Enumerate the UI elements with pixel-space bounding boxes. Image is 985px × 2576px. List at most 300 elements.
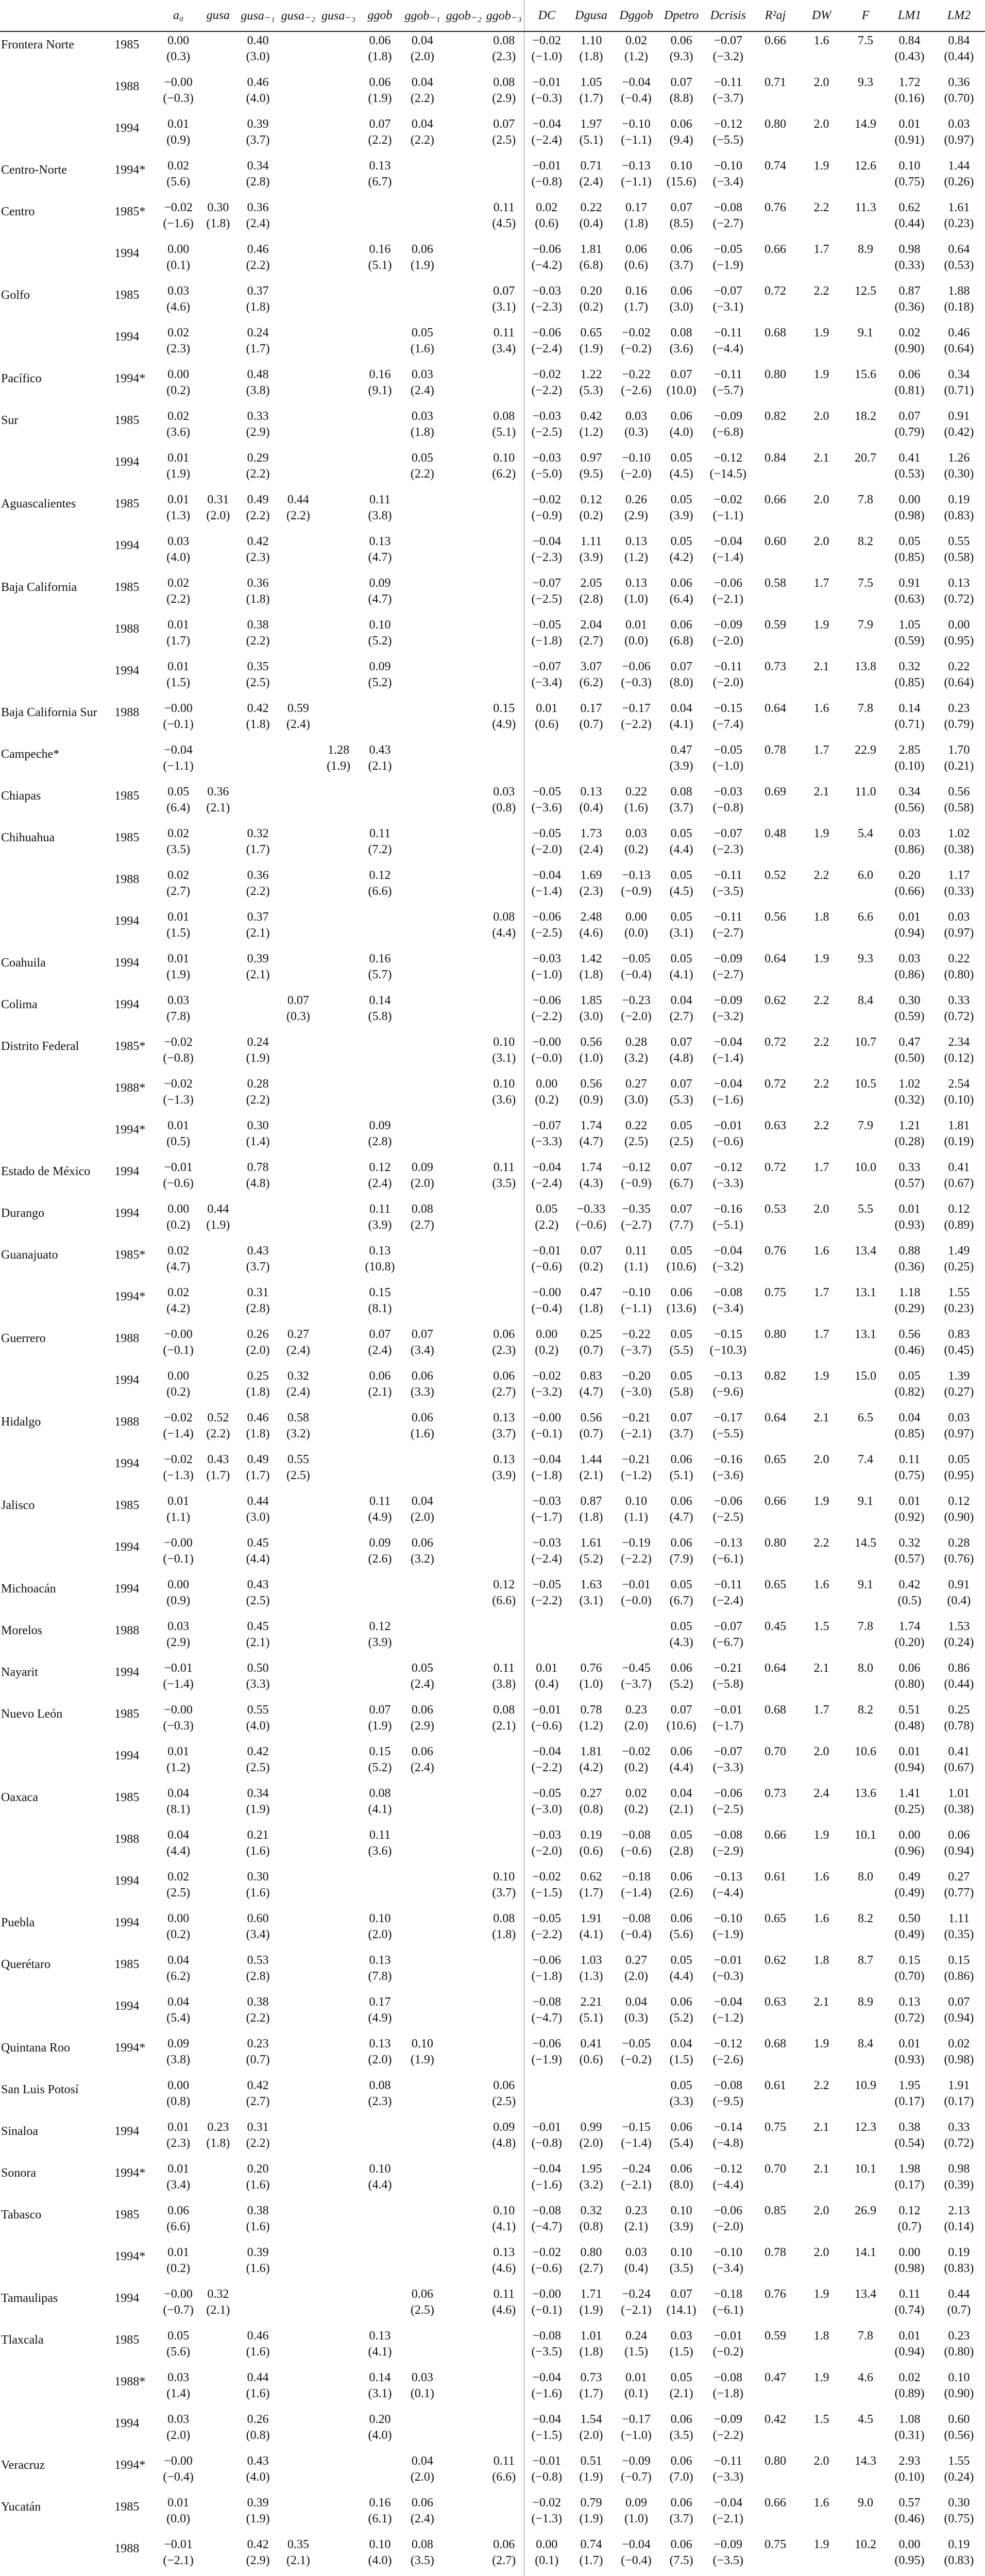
coefficient-value: 0.00: [536, 1328, 558, 1341]
coefficient-stat: (2.3): [579, 885, 603, 898]
coefficient-cell: [318, 31, 359, 74]
coefficient-cell: [484, 2244, 524, 2285]
coefficient-cell: [444, 950, 484, 992]
coefficient-stat: (2.7): [492, 2554, 516, 2567]
coefficient-cell: [845, 324, 886, 366]
coefficient-stat: (1.5): [624, 2345, 649, 2359]
coefficient-stat: (1.2): [624, 551, 649, 564]
state-name: Nuevo León: [1, 1707, 63, 1721]
coefficient-stat: (4.0): [166, 551, 191, 564]
coefficient-cell: [659, 1701, 704, 1743]
coefficient-value: 0.30: [247, 1119, 269, 1132]
coefficient-value: 0.05: [167, 785, 190, 799]
coefficient-cell: [401, 1159, 444, 1200]
coefficient-stat: (4.7): [579, 1135, 603, 1148]
coefficient-cell: [933, 1117, 985, 1159]
coefficient-value: 0.84: [898, 34, 921, 47]
coefficient-value: 0.06: [670, 284, 692, 298]
coefficient-stat: (3.6): [669, 342, 693, 355]
coefficient-cell: [798, 2244, 845, 2285]
coefficient-value: 0.07: [670, 660, 692, 673]
state-name: Veracruz: [1, 2459, 45, 2472]
coefficient-cell: [614, 31, 659, 74]
coefficient-value: 18.2: [855, 410, 877, 423]
coefficient-value: −0.08: [714, 1828, 743, 1842]
coefficient-cell: [158, 2327, 198, 2369]
coefficient-value: 0.07: [670, 1161, 692, 1174]
coefficient-cell: [278, 74, 318, 115]
coefficient-value: 0.72: [764, 1161, 786, 1174]
coefficient-stat: (−1.4): [163, 1677, 194, 1691]
coefficient-stat: (3.3): [410, 1385, 434, 1399]
coefficient-cell: [359, 616, 401, 658]
coefficient-cell: [198, 2035, 237, 2077]
coefficient-stat: (0.72): [944, 592, 974, 606]
coefficient-cell: [278, 950, 318, 992]
coefficient-cell: [845, 1618, 886, 1659]
table-row: [0, 1242, 985, 1284]
coefficient-stat: (0.4): [579, 801, 603, 815]
coefficient-value: 0.32: [247, 827, 269, 840]
coefficient-value: 0.01: [898, 910, 921, 924]
coefficient-stat: (0.89): [894, 2387, 925, 2400]
coefficient-value: −0.33: [576, 1202, 606, 1216]
coefficient-cell: [318, 908, 359, 950]
coefficient-stat: (0.2): [166, 1218, 191, 1232]
coefficient-cell: [359, 1576, 401, 1618]
coefficient-value: 14.1: [855, 2246, 877, 2259]
coefficient-value: −0.08: [714, 201, 743, 214]
coefficient-stat: (−2.3): [712, 843, 744, 856]
coefficient-cell: [659, 1493, 704, 1534]
coefficient-cell: [524, 2452, 569, 2494]
coefficient-value: −0.12: [622, 1161, 651, 1174]
coefficient-cell: [845, 1576, 886, 1618]
coefficient-stat: (0.58): [944, 801, 974, 815]
coefficient-cell: [444, 1701, 484, 1743]
coefficient-stat: (4.1): [669, 718, 693, 731]
coefficient-value: 0.14: [369, 994, 391, 1007]
coefficient-cell: [886, 1534, 933, 1576]
coefficient-stat: (4.2): [166, 1302, 191, 1315]
coefficient-value: 2.0: [813, 2204, 829, 2217]
coefficient-cell: [237, 616, 278, 658]
coefficient-value: 2.2: [813, 994, 829, 1007]
coefficient-cell: [401, 1534, 444, 1576]
table-row: [0, 1284, 985, 1326]
coefficient-stat: (0.90): [894, 342, 925, 355]
coefficient-cell: [614, 2244, 659, 2285]
coefficient-value: 0.04: [411, 2454, 433, 2468]
coefficient-value: 14.9: [855, 117, 877, 131]
coefficient-cell: [359, 574, 401, 616]
coefficient-cell: [524, 2244, 569, 2285]
coefficient-cell: [845, 1952, 886, 1993]
coefficient-value: 0.05: [670, 910, 692, 924]
coefficient-value: 8.2: [858, 1912, 874, 1925]
coefficient-cell: [933, 1618, 985, 1659]
coefficient-value: 0.69: [764, 785, 786, 799]
coefficient-value: 0.63: [764, 1119, 786, 1132]
column-header: LM1: [886, 0, 933, 31]
coefficient-cell: [798, 157, 845, 199]
coefficient-stat: (−1.1): [163, 759, 194, 773]
coefficient-cell: [659, 1868, 704, 1910]
coefficient-value: 0.84: [948, 34, 970, 47]
coefficient-value: 9.1: [858, 326, 874, 340]
coefficient-value: 1.10: [580, 34, 602, 47]
coefficient-value: 0.91: [948, 410, 970, 423]
coefficient-stat: (2.0): [368, 2053, 392, 2066]
coefficient-cell: [524, 700, 569, 741]
table-row: [0, 533, 985, 574]
sample-year: 1985: [114, 1791, 140, 1804]
coefficient-cell: [198, 1159, 237, 1200]
coefficient-cell: [444, 366, 484, 408]
coefficient-stat: (1.0): [624, 2512, 649, 2526]
coefficient-stat: (0.7): [579, 1427, 603, 1440]
coefficient-cell: [158, 658, 198, 700]
coefficient-value: 1.8: [813, 2329, 829, 2343]
coefficient-stat: (1.7): [579, 1886, 603, 1900]
coefficient-stat: (−5.8): [712, 1677, 744, 1691]
coefficient-value: 0.68: [764, 1703, 786, 1717]
coefficient-cell: [237, 31, 278, 74]
coefficient-cell: [569, 2411, 614, 2452]
coefficient-cell: [886, 199, 933, 241]
coefficient-cell: [484, 157, 524, 199]
coefficient-value: 0.44: [287, 493, 309, 506]
column-header: Dgusa: [569, 0, 614, 31]
coefficient-cell: [886, 282, 933, 324]
coefficient-stat: (9.5): [579, 467, 603, 481]
coefficient-stat: (2.4): [368, 1344, 392, 1357]
coefficient-cell: [659, 31, 704, 74]
coefficient-stat: (2.0): [624, 1719, 649, 1733]
coefficient-cell: [359, 1743, 401, 1785]
coefficient-cell: [886, 700, 933, 741]
coefficient-value: −0.13: [622, 159, 651, 173]
coefficient-cell: [798, 908, 845, 950]
coefficient-cell: [278, 2202, 318, 2244]
coefficient-stat: (0.83): [944, 509, 974, 522]
coefficient-value: −0.07: [714, 1620, 743, 1633]
coefficient-cell: [401, 2452, 444, 2494]
coefficient-cell: [614, 1659, 659, 1701]
coefficient-cell: [659, 157, 704, 199]
coefficient-value: 0.49: [898, 1870, 921, 1884]
coefficient-stat: (4.1): [579, 1928, 603, 1941]
table-row: [0, 1033, 985, 1075]
coefficient-cell: [704, 2035, 753, 2077]
sample-year: 1994: [114, 2292, 140, 2305]
coefficient-stat: (2.7): [579, 634, 603, 648]
coefficient-cell: [524, 1326, 569, 1367]
coefficient-cell: [359, 825, 401, 867]
coefficient-stat: (6.1): [368, 2512, 392, 2526]
coefficient-stat: (−2.0): [712, 2220, 744, 2233]
coefficient-cell: [845, 1409, 886, 1451]
coefficient-value: 8.4: [858, 994, 874, 1007]
coefficient-value: 0.05: [898, 1369, 921, 1383]
coefficient-value: 1.41: [898, 1787, 921, 1800]
coefficient-stat: (1.7): [624, 300, 649, 314]
coefficient-cell: [659, 574, 704, 616]
coefficient-cell: [401, 992, 444, 1033]
coefficient-stat: (0.24): [944, 1636, 974, 1649]
coefficient-value: 0.15: [493, 702, 515, 715]
coefficient-cell: [704, 867, 753, 908]
coefficient-cell: [524, 241, 569, 282]
sample-year: 1994: [114, 2125, 140, 2138]
state-name: [0, 74, 110, 115]
table-row: [0, 199, 985, 241]
coefficient-cell: [704, 1409, 753, 1451]
coefficient-value: −0.00: [532, 1036, 561, 1049]
coefficient-cell: [401, 2536, 444, 2576]
coefficient-value: 0.56: [580, 1036, 602, 1049]
coefficient-value: −0.07: [714, 34, 743, 47]
coefficient-value: 0.27: [948, 1870, 970, 1884]
coefficient-stat: (10.6): [666, 1260, 697, 1274]
coefficient-value: 0.34: [898, 785, 921, 799]
coefficient-cell: [401, 449, 444, 491]
coefficient-cell: [359, 408, 401, 449]
coefficient-stat: (3.3): [669, 2095, 693, 2108]
coefficient-stat: (4.0): [368, 2554, 392, 2567]
coefficient-stat: (−2.0): [621, 467, 652, 481]
coefficient-cell: [845, 1326, 886, 1367]
coefficient-cell: [933, 992, 985, 1033]
coefficient-cell: [798, 992, 845, 1033]
coefficient-stat: (−3.7): [712, 92, 744, 105]
coefficient-cell: [198, 1910, 237, 1952]
coefficient-cell: [886, 1159, 933, 1200]
coefficient-value: 0.25: [580, 1328, 602, 1341]
coefficient-value: 1.85: [580, 994, 602, 1007]
coefficient-value: 7.5: [858, 34, 874, 47]
coefficient-cell: [524, 157, 569, 199]
coefficient-cell: [198, 282, 237, 324]
coefficient-cell: [845, 74, 886, 115]
coefficient-value: 0.06: [670, 618, 692, 632]
coefficient-cell: [318, 2536, 359, 2576]
coefficient-cell: [484, 1659, 524, 1701]
coefficient-stat: (1.8): [246, 1385, 270, 1399]
coefficient-value: 0.21: [247, 1828, 269, 1842]
coefficient-value: 2.1: [813, 2162, 829, 2176]
coefficient-cell: [845, 2327, 886, 2369]
coefficient-cell: [524, 2035, 569, 2077]
coefficient-cell: [845, 2536, 886, 2576]
coefficient-stat: (−2.1): [621, 2303, 652, 2317]
coefficient-cell: [401, 1952, 444, 1993]
coefficient-stat: (2.0): [246, 1344, 270, 1357]
table-row: [0, 574, 985, 616]
coefficient-cell: [704, 658, 753, 700]
coefficient-cell: [278, 2119, 318, 2160]
coefficient-cell: [569, 199, 614, 241]
coefficient-cell: [659, 2077, 704, 2119]
coefficient-cell: [569, 115, 614, 157]
coefficient-cell: [318, 825, 359, 867]
coefficient-value: −0.01: [164, 1662, 193, 1675]
coefficient-value: 0.13: [369, 535, 391, 548]
coefficient-stat: (2.9): [492, 92, 516, 105]
coefficient-cell: [886, 1451, 933, 1493]
coefficient-value: −0.02: [714, 493, 743, 506]
coefficient-stat: (3.1): [669, 926, 693, 940]
coefficient-cell: [659, 1826, 704, 1868]
coefficient-value: 0.20: [369, 2413, 391, 2426]
column-header: ggob: [359, 0, 401, 31]
coefficient-cell: [359, 1409, 401, 1451]
coefficient-value: 0.06: [411, 243, 433, 256]
coefficient-value: 0.72: [764, 1036, 786, 1049]
coefficient-cell: [569, 1075, 614, 1117]
coefficient-stat: (5.6): [166, 2345, 191, 2359]
coefficient-value: −0.01: [714, 1703, 743, 1717]
coefficient-cell: [237, 1159, 278, 1200]
coefficient-value: 0.05: [670, 1328, 692, 1341]
coefficient-value: 1.9: [813, 827, 829, 840]
coefficient-cell: [798, 574, 845, 616]
coefficient-value: 9.1: [858, 1495, 874, 1508]
coefficient-stat: (0.97): [944, 133, 974, 147]
coefficient-value: 8.0: [858, 1870, 874, 1884]
coefficient-value: 0.06: [493, 2079, 515, 2092]
coefficient-value: 20.7: [855, 451, 877, 465]
coefficient-stat: (2.1): [669, 1803, 693, 1816]
coefficient-cell: [886, 2327, 933, 2369]
coefficient-stat: (4.5): [669, 467, 693, 481]
coefficient-cell: [704, 2119, 753, 2160]
coefficient-value: −0.15: [714, 1328, 743, 1341]
coefficient-value: −0.35: [622, 1202, 651, 1216]
coefficient-value: 10.9: [855, 2079, 877, 2092]
sample-year: 1994: [114, 1540, 140, 1554]
coefficient-cell: [886, 1910, 933, 1952]
coefficient-cell: [318, 241, 359, 282]
coefficient-cell: [753, 2202, 799, 2244]
coefficient-value: 7.9: [858, 618, 874, 632]
coefficient-cell: [569, 1117, 614, 1159]
coefficient-value: 0.06: [411, 1411, 433, 1425]
coefficient-value: 0.06: [670, 1662, 692, 1675]
coefficient-value: 0.99: [580, 2121, 602, 2134]
coefficient-cell: [444, 1618, 484, 1659]
coefficient-cell: [886, 2536, 933, 2576]
coefficient-stat: (5.8): [669, 1385, 693, 1399]
coefficient-value: 0.61: [764, 1870, 786, 1884]
coefficient-cell: [237, 1493, 278, 1534]
coefficient-stat: (−0.8): [531, 2470, 562, 2484]
coefficient-cell: [237, 1868, 278, 1910]
coefficient-value: 0.44: [207, 1202, 229, 1216]
coefficient-value: −0.02: [164, 201, 193, 214]
coefficient-cell: [318, 2452, 359, 2494]
coefficient-cell: [198, 2327, 237, 2369]
coefficient-cell: [569, 1701, 614, 1743]
coefficient-cell: [401, 658, 444, 700]
table-row: [0, 449, 985, 491]
coefficient-stat: (6.7): [368, 175, 392, 189]
coefficient-cell: [753, 2077, 799, 2119]
coefficient-cell: [798, 1200, 845, 1242]
coefficient-stat: (8.1): [166, 1803, 191, 1816]
coefficient-cell: [569, 1785, 614, 1826]
coefficient-cell: [753, 1159, 799, 1200]
coefficient-stat: (1.7): [246, 843, 270, 856]
coefficient-value: −0.02: [622, 326, 651, 340]
coefficient-stat: (−4.7): [531, 2220, 562, 2233]
coefficient-stat: (−0.3): [163, 1719, 194, 1733]
coefficient-stat: (4.5): [669, 885, 693, 898]
coefficient-stat: (−0.4): [621, 1928, 652, 1941]
coefficient-cell: [753, 1952, 799, 1993]
coefficient-value: −0.11: [714, 2454, 742, 2468]
coefficient-value: 0.66: [764, 2496, 786, 2510]
coefficient-cell: [845, 115, 886, 157]
coefficient-value: 0.06: [167, 2204, 190, 2217]
state-name: Sonora: [1, 2166, 36, 2180]
coefficient-cell: [659, 2160, 704, 2202]
table-row: [0, 491, 985, 533]
coefficient-cell: [933, 2494, 985, 2536]
coefficient-value: 2.0: [813, 535, 829, 548]
state-name: [0, 867, 110, 908]
coefficient-value: 0.91: [898, 577, 921, 590]
coefficient-value: 0.73: [764, 660, 786, 673]
coefficient-cell: [933, 282, 985, 324]
coefficient-stat: (−3.2): [712, 1260, 744, 1274]
coefficient-cell: [886, 1993, 933, 2035]
coefficient-stat: (0.46): [894, 2512, 925, 2526]
coefficient-stat: (2.4): [410, 1677, 434, 1691]
coefficient-cell: [198, 1785, 237, 1826]
state-name: Distrito Federal: [1, 1040, 79, 1053]
coefficient-cell: [614, 658, 659, 700]
coefficient-stat: (0.94): [894, 2345, 925, 2359]
coefficient-cell: [524, 1910, 569, 1952]
coefficient-value: 0.23: [625, 2204, 648, 2217]
coefficient-value: 0.45: [247, 1536, 269, 1550]
coefficient-value: 0.05: [411, 451, 433, 465]
table-row: [0, 282, 985, 324]
coefficient-value: 0.06: [670, 2121, 692, 2134]
table-row: [0, 2035, 985, 2077]
coefficient-cell: [704, 2077, 753, 2119]
coefficient-value: 0.78: [764, 2246, 786, 2259]
coefficient-stat: (3.2): [579, 2178, 603, 2192]
coefficient-value: 0.05: [670, 1954, 692, 1967]
coefficient-cell: [704, 2536, 753, 2576]
coefficient-value: 0.66: [764, 1495, 786, 1508]
coefficient-stat: (2.2): [166, 592, 191, 606]
coefficient-cell: [278, 2369, 318, 2411]
coefficient-stat: (0.4): [535, 1677, 559, 1691]
coefficient-value: 0.05: [670, 1828, 692, 1842]
table-row: [0, 1534, 985, 1576]
sample-year: 1985: [114, 497, 140, 511]
coefficient-value: 1.7: [813, 577, 829, 590]
coefficient-cell: [614, 241, 659, 282]
state-name: Tamaulipas: [1, 2292, 58, 2305]
sample-year: 1985*: [114, 1248, 146, 1262]
coefficient-stat: (2.0): [368, 1928, 392, 1941]
coefficient-cell: [318, 324, 359, 366]
coefficient-stat: (0.58): [944, 551, 974, 564]
